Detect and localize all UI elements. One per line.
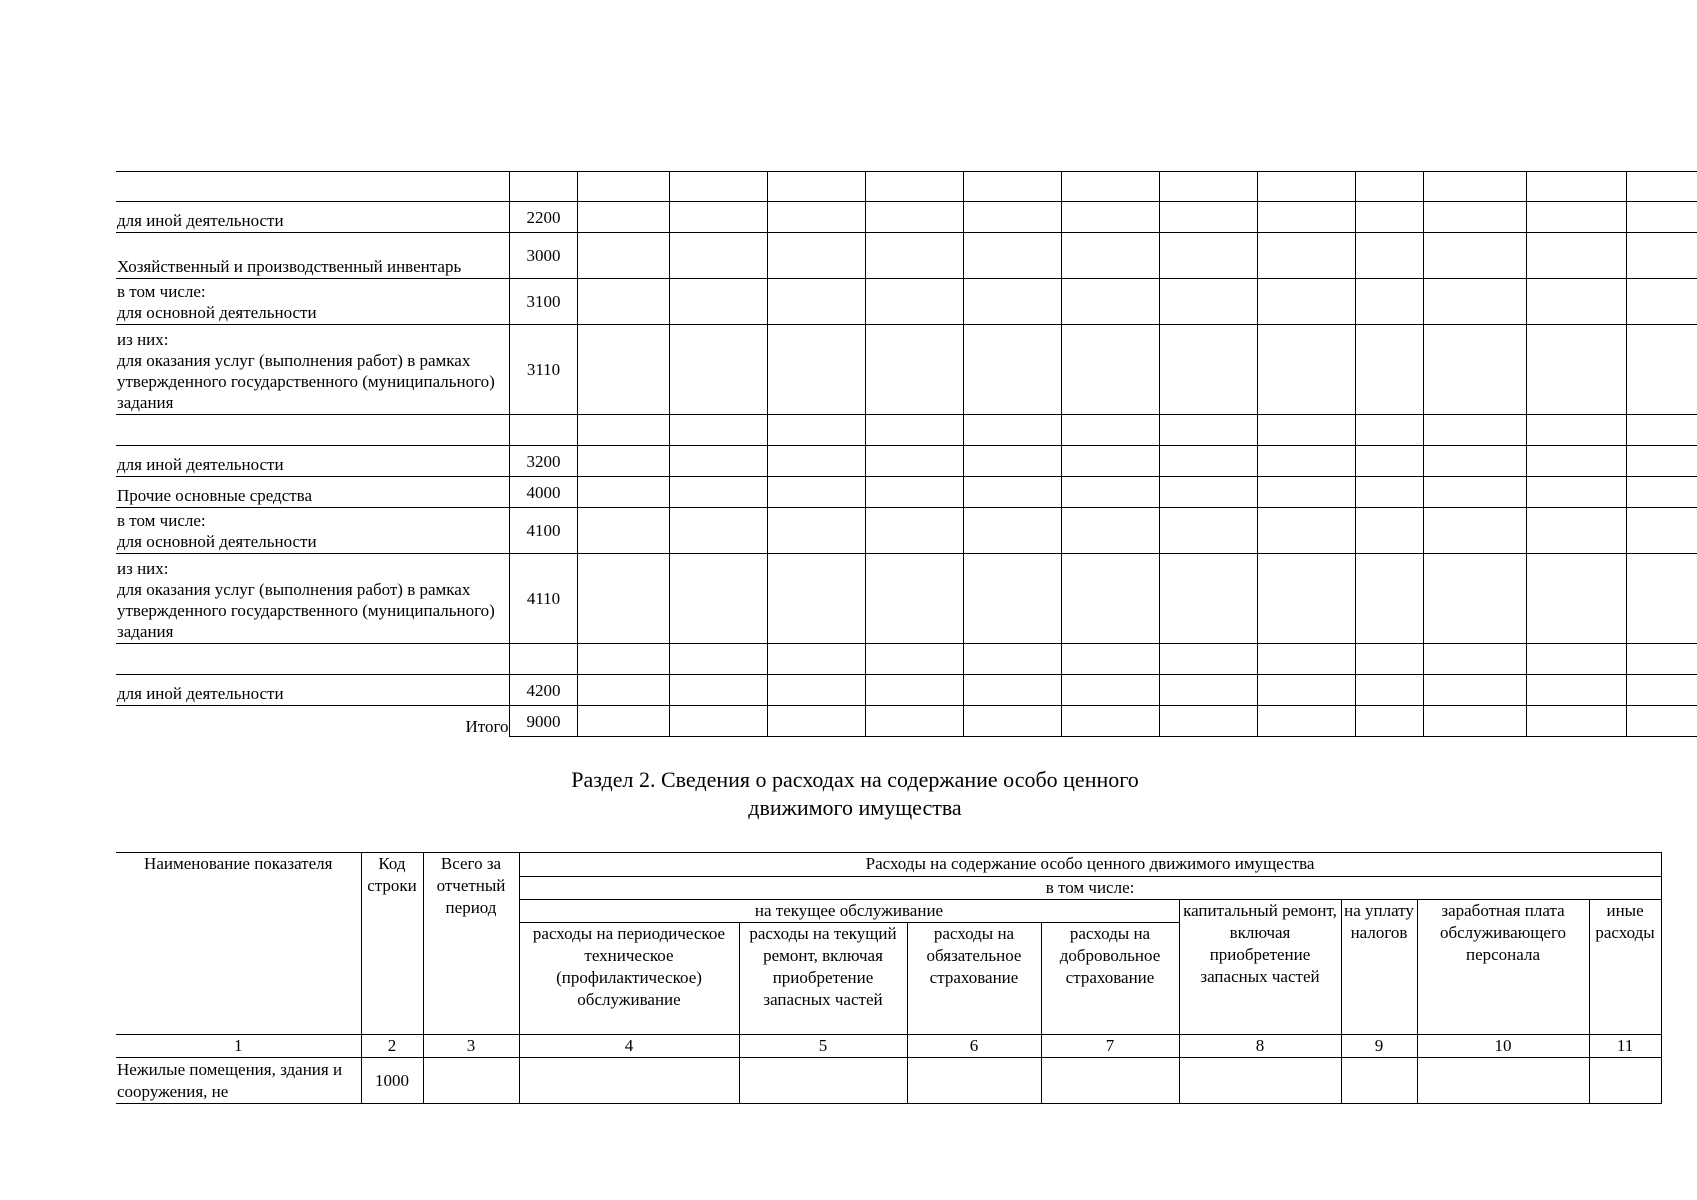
data-cell[interactable] xyxy=(1341,1058,1417,1104)
header-repair: расходы на текущий ремонт, включая приобретение запасных частей xyxy=(739,923,907,1035)
data-cell[interactable] xyxy=(1355,415,1423,446)
row-name: для иной деятельности xyxy=(116,675,509,706)
table-row xyxy=(116,415,1697,446)
data-cell[interactable] xyxy=(865,415,963,446)
data-cell[interactable] xyxy=(1159,233,1257,279)
header-total: Всего за отчетный период xyxy=(423,853,519,1035)
data-cell[interactable] xyxy=(1061,172,1159,202)
data-cell[interactable] xyxy=(963,477,1061,508)
data-cell[interactable] xyxy=(1257,554,1355,644)
row-code xyxy=(509,644,577,675)
data-cell[interactable] xyxy=(1061,706,1159,737)
header-voluntary: расходы на добровольное страхование xyxy=(1041,923,1179,1035)
row-name xyxy=(116,172,509,202)
data-cell[interactable] xyxy=(1355,477,1423,508)
data-cell[interactable] xyxy=(1626,706,1697,737)
data-cell[interactable] xyxy=(1159,202,1257,233)
data-cell[interactable] xyxy=(1423,233,1526,279)
data-cell[interactable] xyxy=(577,477,669,508)
data-cell[interactable] xyxy=(1257,202,1355,233)
data-cell[interactable] xyxy=(767,172,865,202)
data-cell[interactable] xyxy=(1257,172,1355,202)
data-cell[interactable] xyxy=(1526,446,1626,477)
data-cell[interactable] xyxy=(1355,233,1423,279)
data-cell[interactable] xyxy=(577,446,669,477)
data-cell[interactable] xyxy=(1626,554,1697,644)
data-cell[interactable] xyxy=(1626,415,1697,446)
data-cell[interactable] xyxy=(1423,644,1526,675)
table-row xyxy=(116,477,1697,508)
row-name: из них: для оказания услуг (выполнения работ) в рамках утвержденного государственного (муниципального) задания xyxy=(116,325,509,415)
data-cell[interactable] xyxy=(1423,554,1526,644)
data-cell[interactable] xyxy=(1257,508,1355,554)
data-cell[interactable] xyxy=(1061,202,1159,233)
row-code: 2200 xyxy=(509,202,577,233)
col-number: 11 xyxy=(1589,1035,1661,1058)
data-cell[interactable] xyxy=(1355,554,1423,644)
data-cell[interactable] xyxy=(1257,477,1355,508)
data-cell[interactable] xyxy=(963,233,1061,279)
row-name: Хозяйственный и производственный инвентарь xyxy=(116,233,509,279)
row-code: 3100 xyxy=(509,279,577,325)
header-taxes: на уплату налогов xyxy=(1341,900,1417,1035)
data-cell[interactable] xyxy=(767,233,865,279)
section-2-title xyxy=(480,766,1230,822)
data-cell[interactable] xyxy=(963,508,1061,554)
data-cell[interactable] xyxy=(669,644,767,675)
row-name xyxy=(116,415,509,446)
col-number: 8 xyxy=(1179,1035,1341,1058)
data-cell[interactable] xyxy=(963,706,1061,737)
col-number: 5 xyxy=(739,1035,907,1058)
header-other: иные расходы xyxy=(1589,900,1661,1035)
data-cell[interactable] xyxy=(963,415,1061,446)
table-row xyxy=(116,279,1697,325)
data-cell[interactable] xyxy=(1159,415,1257,446)
data-cell[interactable] xyxy=(669,477,767,508)
data-cell[interactable] xyxy=(1526,202,1626,233)
row-code xyxy=(509,415,577,446)
data-cell[interactable] xyxy=(1626,202,1697,233)
data-cell[interactable] xyxy=(1355,202,1423,233)
data-cell[interactable] xyxy=(1526,325,1626,415)
data-cell[interactable] xyxy=(1526,172,1626,202)
data-cell[interactable] xyxy=(1423,675,1526,706)
data-cell[interactable] xyxy=(1626,477,1697,508)
table-row xyxy=(116,554,1697,644)
data-cell[interactable] xyxy=(1626,446,1697,477)
data-cell[interactable] xyxy=(865,644,963,675)
data-cell[interactable] xyxy=(1061,508,1159,554)
total-label: Итого xyxy=(116,706,509,737)
row-code: 4200 xyxy=(509,675,577,706)
data-cell[interactable] xyxy=(865,202,963,233)
data-cell[interactable] xyxy=(1061,477,1159,508)
col-number: 4 xyxy=(519,1035,739,1058)
header-code: Код строки xyxy=(361,853,423,1035)
data-cell[interactable] xyxy=(963,325,1061,415)
expenses-table xyxy=(116,852,1662,1104)
section-title-line-1: Раздел 2. Сведения о расходах на содержание особо ценного xyxy=(571,767,1139,792)
data-cell[interactable] xyxy=(1355,279,1423,325)
data-cell[interactable] xyxy=(519,1058,739,1104)
row-code: 3000 xyxy=(509,233,577,279)
data-cell[interactable] xyxy=(577,202,669,233)
col-number: 10 xyxy=(1417,1035,1589,1058)
table-row xyxy=(116,446,1697,477)
data-cell[interactable] xyxy=(963,172,1061,202)
data-cell[interactable] xyxy=(577,554,669,644)
header-name: Наименование показателя xyxy=(116,853,361,1035)
data-cell[interactable] xyxy=(1061,446,1159,477)
data-cell[interactable] xyxy=(669,508,767,554)
data-cell[interactable] xyxy=(1159,325,1257,415)
data-cell[interactable] xyxy=(423,1058,519,1104)
data-cell[interactable] xyxy=(1423,202,1526,233)
data-cell[interactable] xyxy=(767,477,865,508)
row-code: 1000 xyxy=(361,1058,423,1104)
data-cell[interactable] xyxy=(1061,325,1159,415)
data-cell[interactable] xyxy=(767,508,865,554)
table-row xyxy=(116,508,1697,554)
data-cell[interactable] xyxy=(1355,508,1423,554)
data-cell[interactable] xyxy=(1355,446,1423,477)
data-cell[interactable] xyxy=(1159,279,1257,325)
row-name: в том числе: для основной деятельности xyxy=(116,279,509,325)
data-cell[interactable] xyxy=(1257,675,1355,706)
data-cell[interactable] xyxy=(1423,477,1526,508)
data-cell[interactable] xyxy=(963,554,1061,644)
data-cell[interactable] xyxy=(1423,706,1526,737)
data-cell[interactable] xyxy=(577,706,669,737)
data-cell[interactable] xyxy=(1257,446,1355,477)
data-cell[interactable] xyxy=(1257,279,1355,325)
data-cell[interactable] xyxy=(1061,233,1159,279)
table-row xyxy=(116,675,1697,706)
col-number: 7 xyxy=(1041,1035,1179,1058)
data-cell[interactable] xyxy=(1626,675,1697,706)
row-name: для иной деятельности xyxy=(116,202,509,233)
table-row xyxy=(116,233,1697,279)
data-cell[interactable] xyxy=(1159,675,1257,706)
row-name xyxy=(116,644,509,675)
row-code: 3110 xyxy=(509,325,577,415)
data-cell[interactable] xyxy=(577,644,669,675)
data-cell[interactable] xyxy=(669,675,767,706)
header-including: в том числе: xyxy=(519,877,1661,900)
data-cell[interactable] xyxy=(1061,415,1159,446)
data-cell[interactable] xyxy=(1355,675,1423,706)
data-cell[interactable] xyxy=(1423,172,1526,202)
col-number: 6 xyxy=(907,1035,1041,1058)
data-cell[interactable] xyxy=(1257,415,1355,446)
table-row xyxy=(116,644,1697,675)
data-cell[interactable] xyxy=(1355,172,1423,202)
data-cell[interactable] xyxy=(963,202,1061,233)
data-cell[interactable] xyxy=(1355,644,1423,675)
section-title-line-2: движимого имущества xyxy=(748,795,962,820)
data-cell[interactable] xyxy=(669,233,767,279)
header-mandatory: расходы на обязательное страхование xyxy=(907,923,1041,1035)
table-row xyxy=(116,172,1697,202)
data-cell[interactable] xyxy=(1626,279,1697,325)
data-cell[interactable] xyxy=(1159,477,1257,508)
data-cell[interactable] xyxy=(1159,644,1257,675)
data-cell[interactable] xyxy=(767,644,865,675)
data-cell[interactable] xyxy=(1041,1058,1179,1104)
data-cell[interactable] xyxy=(1526,279,1626,325)
data-cell[interactable] xyxy=(1423,508,1526,554)
data-cell[interactable] xyxy=(1417,1058,1589,1104)
row-code: 4000 xyxy=(509,477,577,508)
data-cell[interactable] xyxy=(577,279,669,325)
data-cell[interactable] xyxy=(1526,415,1626,446)
data-cell[interactable] xyxy=(865,554,963,644)
data-cell[interactable] xyxy=(767,554,865,644)
data-cell[interactable] xyxy=(1626,233,1697,279)
row-name: в том числе: для основной деятельности xyxy=(116,508,509,554)
data-cell[interactable] xyxy=(669,279,767,325)
data-cell[interactable] xyxy=(669,446,767,477)
data-cell[interactable] xyxy=(963,644,1061,675)
table-row xyxy=(116,1058,1661,1104)
data-cell[interactable] xyxy=(865,706,963,737)
col-number: 1 xyxy=(116,1035,361,1058)
data-cell[interactable] xyxy=(1423,279,1526,325)
data-cell[interactable] xyxy=(1061,279,1159,325)
row-code: 4100 xyxy=(509,508,577,554)
data-cell[interactable] xyxy=(865,508,963,554)
data-cell[interactable] xyxy=(669,325,767,415)
data-cell[interactable] xyxy=(1159,446,1257,477)
data-cell[interactable] xyxy=(1526,233,1626,279)
data-cell[interactable] xyxy=(1257,325,1355,415)
data-cell[interactable] xyxy=(577,415,669,446)
data-cell[interactable] xyxy=(1159,554,1257,644)
data-cell[interactable] xyxy=(1626,172,1697,202)
data-cell[interactable] xyxy=(1257,644,1355,675)
data-cell[interactable] xyxy=(1061,675,1159,706)
data-cell[interactable] xyxy=(865,675,963,706)
row-name: для иной деятельности xyxy=(116,446,509,477)
data-cell[interactable] xyxy=(669,554,767,644)
data-cell[interactable] xyxy=(767,446,865,477)
col-number: 3 xyxy=(423,1035,519,1058)
table-row xyxy=(116,202,1697,233)
data-cell[interactable] xyxy=(1355,706,1423,737)
data-cell[interactable] xyxy=(963,675,1061,706)
data-cell[interactable] xyxy=(1626,508,1697,554)
data-cell[interactable] xyxy=(1626,325,1697,415)
header-current: на текущее обслуживание xyxy=(519,900,1179,923)
data-cell[interactable] xyxy=(1526,508,1626,554)
data-cell[interactable] xyxy=(865,279,963,325)
header-expenses: Расходы на содержание особо ценного движимого имущества xyxy=(519,853,1661,877)
data-cell[interactable] xyxy=(1355,325,1423,415)
data-cell[interactable] xyxy=(1257,233,1355,279)
data-cell[interactable] xyxy=(1526,644,1626,675)
data-cell[interactable] xyxy=(1179,1058,1341,1104)
row-name: Нежилые помещения, здания и сооружения, не xyxy=(116,1058,361,1104)
data-cell[interactable] xyxy=(669,415,767,446)
data-cell[interactable] xyxy=(767,415,865,446)
data-cell[interactable] xyxy=(865,325,963,415)
total-code: 9000 xyxy=(509,706,577,737)
data-cell[interactable] xyxy=(1526,675,1626,706)
data-cell[interactable] xyxy=(1159,172,1257,202)
data-cell[interactable] xyxy=(1626,644,1697,675)
total-row xyxy=(116,706,1697,737)
header-periodic: расходы на периодическое техническое (профилактическое) обслуживание xyxy=(519,923,739,1035)
data-cell[interactable] xyxy=(577,508,669,554)
data-cell[interactable] xyxy=(1061,644,1159,675)
data-cell[interactable] xyxy=(577,675,669,706)
data-cell[interactable] xyxy=(739,1058,907,1104)
row-code xyxy=(509,172,577,202)
data-cell[interactable] xyxy=(865,477,963,508)
data-cell[interactable] xyxy=(865,233,963,279)
data-cell[interactable] xyxy=(1526,706,1626,737)
data-cell[interactable] xyxy=(669,172,767,202)
col-number: 9 xyxy=(1341,1035,1417,1058)
row-code: 3200 xyxy=(509,446,577,477)
data-cell[interactable] xyxy=(1257,706,1355,737)
data-cell[interactable] xyxy=(1159,508,1257,554)
column-numbers-row xyxy=(116,1035,1661,1058)
data-cell[interactable] xyxy=(1061,554,1159,644)
data-cell[interactable] xyxy=(907,1058,1041,1104)
row-name: из них: для оказания услуг (выполнения работ) в рамках утвержденного государственного (муниципального) задания xyxy=(116,554,509,644)
data-cell[interactable] xyxy=(767,279,865,325)
assets-table xyxy=(116,171,1697,737)
data-cell[interactable] xyxy=(1423,415,1526,446)
data-cell[interactable] xyxy=(767,675,865,706)
data-cell[interactable] xyxy=(767,706,865,737)
data-cell[interactable] xyxy=(767,202,865,233)
data-cell[interactable] xyxy=(963,446,1061,477)
data-cell[interactable] xyxy=(865,172,963,202)
data-cell[interactable] xyxy=(1589,1058,1661,1104)
header-salary: заработная плата обслуживающего персонала xyxy=(1417,900,1589,1035)
data-cell[interactable] xyxy=(1159,706,1257,737)
data-cell[interactable] xyxy=(669,202,767,233)
data-cell[interactable] xyxy=(767,325,865,415)
row-code: 4110 xyxy=(509,554,577,644)
data-cell[interactable] xyxy=(577,325,669,415)
col-number: 2 xyxy=(361,1035,423,1058)
data-cell[interactable] xyxy=(1423,325,1526,415)
data-cell[interactable] xyxy=(1423,446,1526,477)
data-cell[interactable] xyxy=(963,279,1061,325)
data-cell[interactable] xyxy=(669,706,767,737)
data-cell[interactable] xyxy=(577,233,669,279)
data-cell[interactable] xyxy=(577,172,669,202)
row-name: Прочие основные средства xyxy=(116,477,509,508)
table-row xyxy=(116,325,1697,415)
data-cell[interactable] xyxy=(1526,554,1626,644)
data-cell[interactable] xyxy=(865,446,963,477)
header-capital: капитальный ремонт, включая приобретение запасных частей xyxy=(1179,900,1341,1035)
data-cell[interactable] xyxy=(1526,477,1626,508)
